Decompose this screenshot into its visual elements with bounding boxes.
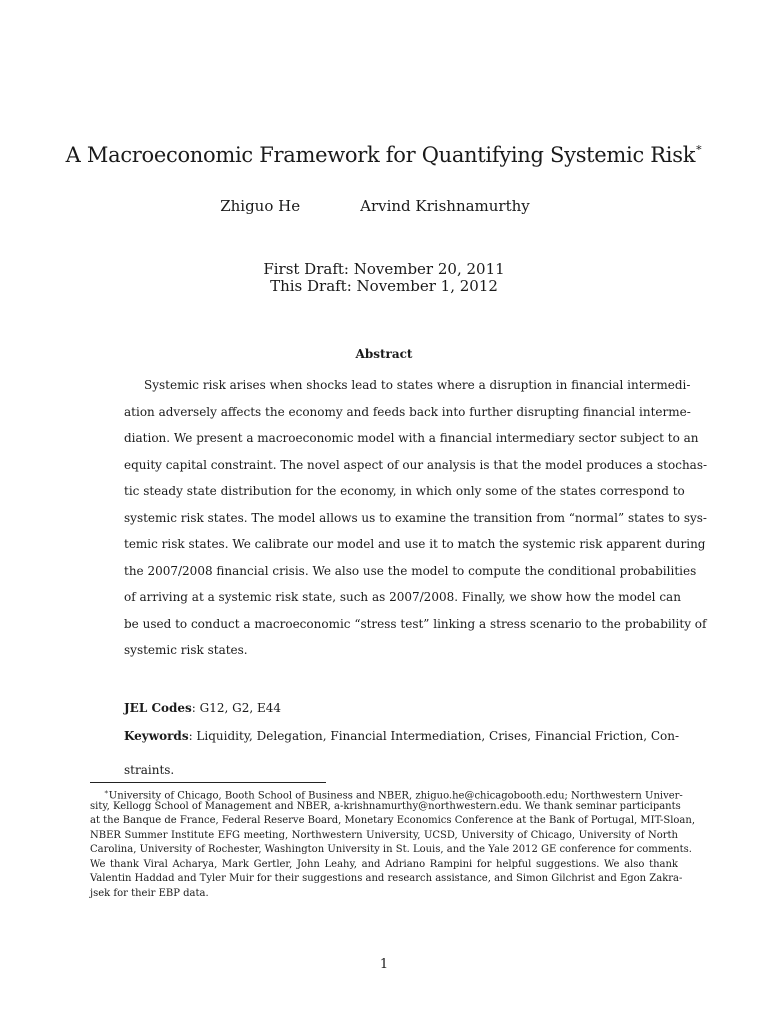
keywords-text: : Liquidity, Delegation, Financial Intermediation, Crises, Financial Friction, Con- bbox=[188, 729, 680, 743]
author-name: Arvind Krishnamurthy bbox=[360, 197, 530, 215]
keywords-line bbox=[124, 727, 680, 761]
keywords-line: straints. bbox=[124, 763, 175, 777]
abstract-line: of arriving at a systemic risk state, such as 2007/2008. Finally, we show how the model can bbox=[124, 590, 681, 604]
page-number: 1 bbox=[379, 957, 389, 972]
jel-value: : G12, G2, E44 bbox=[191, 701, 282, 715]
jel-codes bbox=[124, 701, 281, 715]
footnote-line: NBER Summer Institute EFG meeting, Northwestern University, UCSD, University of Chicago, University of North bbox=[90, 829, 678, 841]
abstract-line: systemic risk states. The model allows us to examine the transition from “normal” states to sys- bbox=[124, 510, 707, 525]
title-text: A Macroeconomic Framework for Quantifying Systemic Risk bbox=[65, 143, 696, 167]
abstract-line: systemic risk states. bbox=[124, 643, 248, 657]
abstract-line: tic steady state distribution for the economy, in which only some of the states correspond to bbox=[124, 484, 685, 498]
footnote bbox=[90, 785, 695, 901]
keywords-label: Keywords bbox=[124, 729, 189, 743]
draft-dates bbox=[0, 261, 768, 295]
abstract-line: Systemic risk arises when shocks lead to states where a disruption in financial intermedi- bbox=[144, 378, 691, 392]
footnote-line bbox=[90, 785, 683, 802]
footnote-divider bbox=[90, 782, 326, 783]
title-footnote-marker: ∗ bbox=[695, 141, 703, 154]
abstract-line: ation adversely affects the economy and feeds back into further disrupting financial interme- bbox=[124, 404, 691, 419]
this-draft-date: This Draft: November 1, 2012 bbox=[270, 277, 498, 295]
abstract-line: equity capital constraint. The novel aspect of our analysis is that the model produces a stochas- bbox=[124, 457, 708, 472]
footnote-line: jsek for their EBP data. bbox=[90, 887, 209, 899]
footnote-line: sity, Kellogg School of Management and NBER, a-krishnamurthy@northwestern.edu. We thank seminar participants bbox=[90, 800, 681, 812]
abstract-heading: Abstract bbox=[355, 347, 413, 361]
author-name: Zhiguo He bbox=[220, 197, 301, 215]
footnote-line: Carolina, University of Rochester, Washington University in St. Louis, and the Yale 2012 GE conference for comments. bbox=[90, 844, 692, 855]
footnote-marker: ∗ bbox=[104, 788, 109, 796]
author-list bbox=[0, 197, 768, 215]
abstract-line: be used to conduct a macroeconomic “stress test” linking a stress scenario to the probability of bbox=[124, 616, 707, 631]
footnote-line: at the Banque de France, Federal Reserve Board, Monetary Economics Conference at the Bank of Portugal, MIT-Sloan, bbox=[90, 815, 695, 826]
abstract-line: diation. We present a macroeconomic model with a financial intermediary sector subject to an bbox=[124, 431, 699, 445]
footnote-line: Valentin Haddad and Tyler Muir for their suggestions and research assistance, and Simon Gilchrist and Egon Zakra- bbox=[90, 873, 683, 884]
footnote-line: We thank Viral Acharya, Mark Gertler, John Leahy, and Adriano Rampini for helpful suggestions. We also thank bbox=[90, 858, 678, 870]
footnote-text: University of Chicago, Booth School of Business and NBER, zhiguo.he@chicagobooth.edu; Northwestern Univer- bbox=[108, 790, 683, 802]
abstract-body bbox=[124, 372, 708, 664]
paper-title bbox=[0, 143, 768, 167]
jel-label: JEL Codes bbox=[124, 701, 192, 715]
first-draft-date: First Draft: November 20, 2011 bbox=[263, 260, 505, 278]
abstract-line: temic risk states. We calibrate our model and use it to match the systemic risk apparent during bbox=[124, 537, 706, 551]
abstract-line: the 2007/2008 financial crisis. We also use the model to compute the conditional probabilities bbox=[124, 563, 697, 578]
